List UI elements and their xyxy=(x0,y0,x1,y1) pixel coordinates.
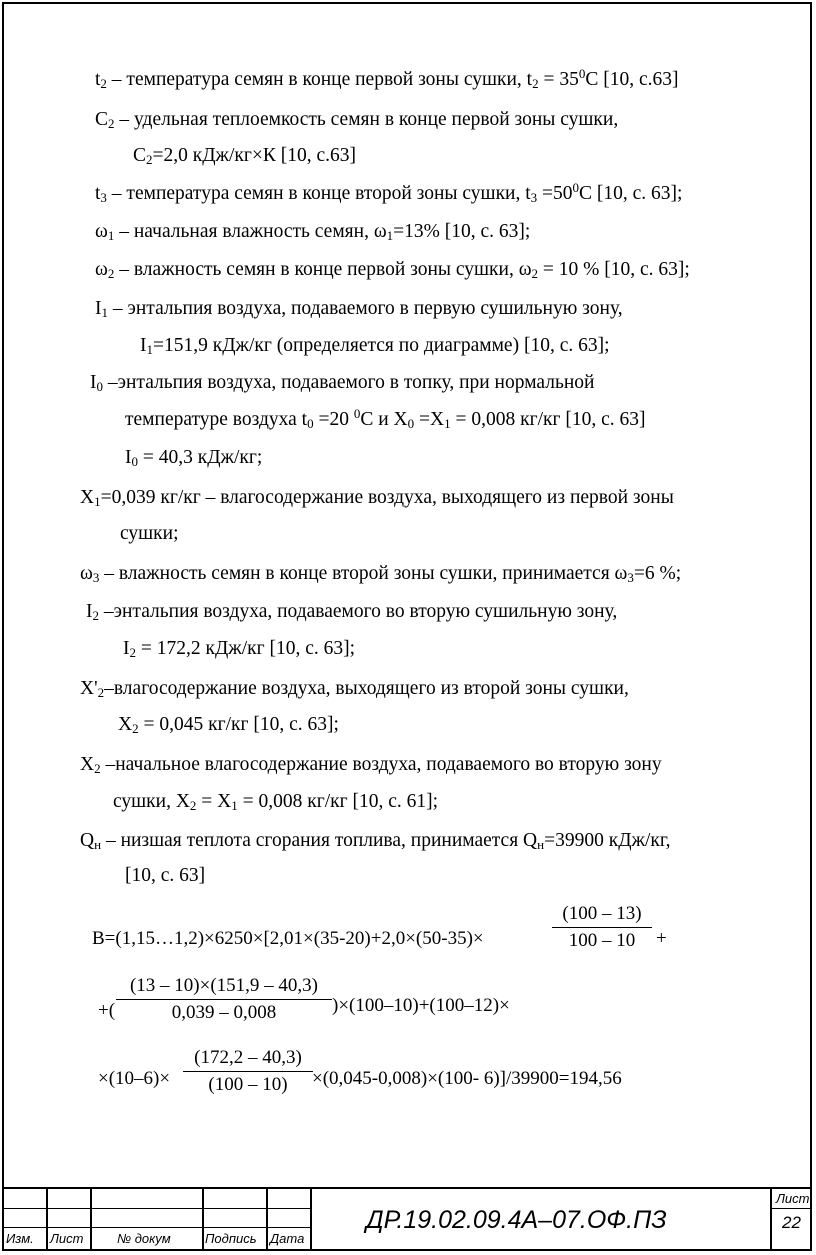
text-line xyxy=(95,68,678,92)
text-run: – энтальпия воздуха, подаваемого в первую сушильную зону, xyxy=(108,298,623,319)
fraction-denominator: 0,039 – 0,008 xyxy=(171,1002,277,1023)
stamp-col-data: Дата xyxy=(270,1231,305,1246)
text-run: 1 xyxy=(146,342,153,357)
text-run: –влагосодержание воздуха, выходящего из второй зоны сушки, xyxy=(104,678,629,699)
text-line xyxy=(125,408,645,432)
text-run: – влажность семян в конце второй зоны сушки, принимается ω xyxy=(99,563,628,584)
fraction-numerator: (172,2 – 40,3) xyxy=(194,1047,302,1068)
stamp-col-izm: Изм. xyxy=(6,1231,34,1246)
text-run: 2 xyxy=(108,116,115,131)
sheet-label: Лист xyxy=(776,1191,810,1206)
text-run: н xyxy=(537,837,545,852)
text-run: I xyxy=(86,601,93,622)
stamp-col-list: Лист xyxy=(50,1231,84,1246)
text-run: 3 xyxy=(627,570,634,585)
text-run: Х xyxy=(118,714,133,735)
text-run: =39900 кДж/кг, xyxy=(544,830,671,851)
text-run: t xyxy=(95,69,101,90)
text-run: 0 xyxy=(96,379,103,394)
text-line xyxy=(80,753,662,777)
stamp-col-podpis: Подпись xyxy=(205,1231,257,1246)
text-run: =50 xyxy=(537,183,573,204)
text-run: = Х xyxy=(196,791,232,812)
fraction-numerator: (100 – 13) xyxy=(562,903,642,924)
text-run: t xyxy=(95,183,101,204)
text-line xyxy=(118,713,339,737)
fraction-denominator: (100 – 10) xyxy=(208,1074,288,1095)
text-run: 2 xyxy=(189,798,197,813)
text-run: Х xyxy=(80,754,95,775)
text-run: температуре воздуха t xyxy=(125,409,308,430)
text-run: –энтальпия воздуха, подаваемого в топку, при нормальной xyxy=(103,372,595,393)
text-run: 2 xyxy=(94,761,101,776)
text-run: =2,0 кДж/кг×К [10, с.63] xyxy=(152,145,357,166)
text-line xyxy=(125,864,205,888)
text-run: – удельная теплоемкость семян в конце первой зоны сушки, xyxy=(114,109,619,130)
text-run: ω xyxy=(95,259,108,280)
text-run: С [10, с.63] xyxy=(585,69,679,90)
text-run: 2 xyxy=(107,266,115,281)
text-run: 2 xyxy=(92,608,99,623)
formula-fraction-3 xyxy=(183,1047,313,1096)
text-line xyxy=(123,637,355,661)
text-run: 0 xyxy=(131,454,138,469)
text-run: =6 %; xyxy=(633,563,682,584)
text-run: С [10, с. 63]; xyxy=(579,183,683,204)
text-run: 1 xyxy=(444,416,451,431)
text-line xyxy=(80,829,671,853)
text-line xyxy=(95,258,690,282)
text-run: 1 xyxy=(94,494,101,509)
text-line xyxy=(113,790,438,814)
text-run: – влажность семян в конце первой зоны сушки, ω xyxy=(114,259,532,280)
text-run: –начальное влагосодержание воздуха, подаваемого во вторую зону xyxy=(100,754,662,775)
text-run: – начальная влажность семян, ω xyxy=(114,221,387,242)
text-run: = 0,008 кг/кг [10, с. 63] xyxy=(450,409,646,430)
text-run: I xyxy=(140,335,147,356)
text-run: 2 xyxy=(531,266,539,281)
text-run: 0 xyxy=(572,180,580,195)
text-line xyxy=(80,486,674,510)
text-run: 0 xyxy=(353,406,361,421)
text-line xyxy=(80,677,629,701)
text-run: 1 xyxy=(231,798,238,813)
text-run: сушки, Х xyxy=(113,791,190,812)
text-run: I xyxy=(123,638,130,659)
text-run: С xyxy=(133,145,147,166)
text-line xyxy=(95,220,530,244)
formula-row1-lead: В=(1,15…1,2)×6250×[2,01×(35-20)+2,0×(50-35)× xyxy=(92,928,484,949)
text-run: –энтальпия воздуха, подаваемого во вторую сушильную зону, xyxy=(99,601,618,622)
document-code: ДР.19.02.09.4А–07.ОФ.ПЗ xyxy=(366,1206,667,1234)
text-run: ω xyxy=(95,221,108,242)
text-run: 2 xyxy=(129,645,136,660)
text-run: 2 xyxy=(132,721,139,736)
text-line xyxy=(86,600,617,624)
text-line xyxy=(95,182,682,206)
text-line xyxy=(90,371,594,395)
formula-row1-tail: + xyxy=(656,928,667,949)
text-line xyxy=(80,562,681,586)
text-run: [10, с. 63] xyxy=(125,865,206,886)
formula-row2-lead: +( xyxy=(98,1000,116,1021)
text-line xyxy=(140,334,610,358)
text-run: =20 xyxy=(313,409,354,430)
text-run: = 10 % [10, с. 63]; xyxy=(538,259,690,280)
text-run: 0 xyxy=(407,416,415,431)
sheet-number: 22 xyxy=(782,1213,801,1232)
text-line xyxy=(95,297,623,321)
text-run: I xyxy=(95,298,102,319)
text-run: = 172,2 кДж/кг [10, с. 63]; xyxy=(136,638,356,659)
text-run: = 40,3 кДж/кг; xyxy=(138,447,263,468)
text-run: =Х xyxy=(414,409,445,430)
text-run: 1 xyxy=(101,305,108,320)
text-run: С xyxy=(95,109,109,130)
text-run: = 0,008 кг/кг [10, с. 61]; xyxy=(237,791,439,812)
text-run: Q xyxy=(80,830,95,851)
text-run: 0 xyxy=(307,416,314,431)
formula-row3-tail: ×(0,045-0,008)×(100- 6)]/39900=194,56 xyxy=(312,1068,622,1089)
text-run: 1 xyxy=(386,228,394,243)
text-run: – низшая теплота сгорания топлива, принимается Q xyxy=(101,830,538,851)
text-line xyxy=(120,522,179,546)
formula-fraction-2 xyxy=(116,975,332,1024)
text-run: С и Х xyxy=(360,409,408,430)
text-run: – температура семян в конце первой зоны сушки, t xyxy=(106,69,533,90)
text-run: X' xyxy=(80,678,98,699)
formula-fraction-1 xyxy=(552,903,652,952)
text-run: 2 xyxy=(97,685,105,700)
text-run: =151,9 кДж/кг (определяется по диаграмме) [10, с. 63]; xyxy=(153,335,610,356)
text-run: =13% [10, с. 63]; xyxy=(393,221,531,242)
text-run: сушки; xyxy=(120,523,179,544)
text-run: =0,039 кг/кг – влагосодержание воздуха, выходящего из первой зоны xyxy=(100,487,674,508)
text-run: 3 xyxy=(92,570,100,585)
fraction-numerator: (13 – 10)×(151,9 – 40,3) xyxy=(129,975,319,996)
text-run: I xyxy=(125,447,132,468)
text-run: = 0,045 кг/кг [10, с. 63]; xyxy=(138,714,339,735)
fraction-denominator: 100 – 10 xyxy=(568,930,636,951)
text-run: – температура семян в конце второй зоны сушки, t xyxy=(106,183,531,204)
text-run: 2 xyxy=(100,76,107,91)
formula-row2-tail: )×(100–10)+(100–12)× xyxy=(332,995,510,1016)
text-line xyxy=(133,144,356,168)
text-run: 3 xyxy=(100,190,107,205)
stamp-col-dokum: № докум xyxy=(117,1231,171,1246)
text-run: I xyxy=(90,372,97,393)
text-run: = 35 xyxy=(538,69,579,90)
text-line xyxy=(95,108,618,132)
formula-row3-lead: ×(10–6)× xyxy=(98,1068,171,1089)
text-run: 3 xyxy=(530,190,538,205)
text-run: н xyxy=(94,837,102,852)
title-block-stamp xyxy=(2,1187,812,1249)
text-run: 0 xyxy=(578,66,586,81)
text-run: Х xyxy=(80,487,95,508)
text-run: 2 xyxy=(532,76,539,91)
text-line xyxy=(125,446,262,470)
text-run: 1 xyxy=(107,228,115,243)
text-run: 2 xyxy=(146,152,153,167)
text-run: ω xyxy=(80,563,93,584)
